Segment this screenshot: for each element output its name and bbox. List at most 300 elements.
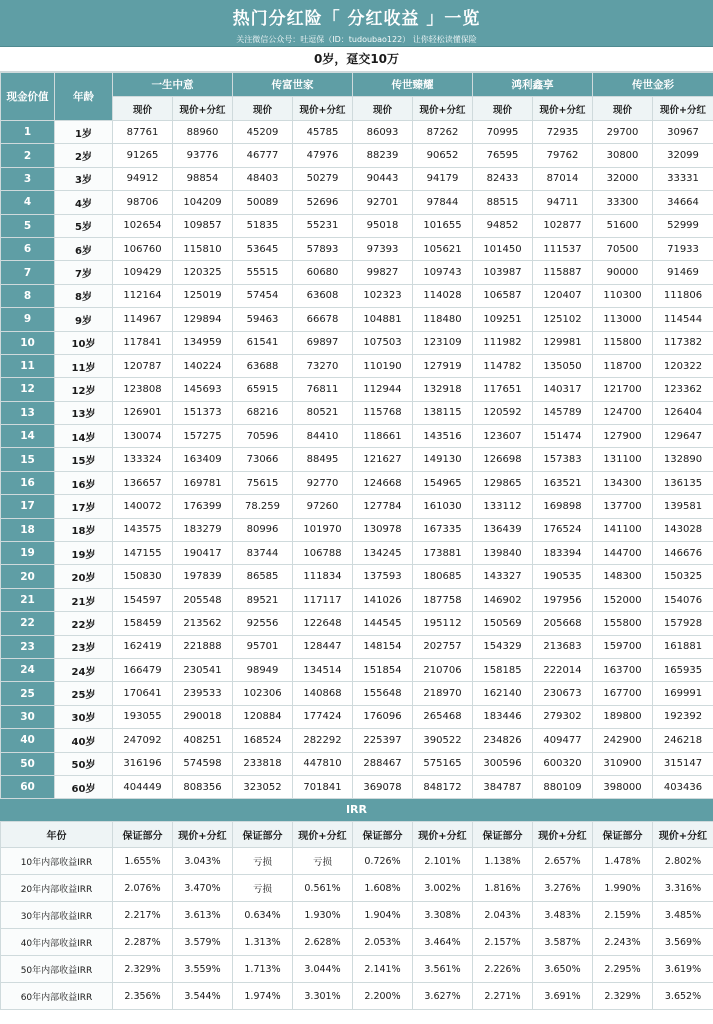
header-banner (0, 0, 713, 47)
value-cell: 574598 (173, 752, 233, 775)
value-cell: 29700 (593, 121, 653, 144)
value-cell: 88515 (473, 191, 533, 214)
age-cell: 30岁 (55, 705, 113, 728)
value-cell: 121700 (593, 378, 653, 401)
value-cell: 197839 (173, 565, 233, 588)
value-cell: 80996 (233, 518, 293, 541)
value-cell: 163521 (533, 471, 593, 494)
table-row (1, 401, 713, 424)
value-cell: 57454 (233, 284, 293, 307)
value-cell: 192392 (653, 705, 713, 728)
current-plus-dividend-header: 现价+分红 (413, 97, 473, 121)
irr-value-cell: 2.226% (473, 956, 533, 983)
value-cell: 123607 (473, 425, 533, 448)
current-plus-dividend-header: 现价+分红 (173, 822, 233, 848)
value-cell: 32099 (653, 144, 713, 167)
value-cell: 158459 (113, 612, 173, 635)
age-cell: 50岁 (55, 752, 113, 775)
value-cell: 92701 (353, 191, 413, 214)
value-cell: 115800 (593, 331, 653, 354)
age-cell: 3岁 (55, 167, 113, 190)
value-cell: 158185 (473, 658, 533, 681)
product-header: 传富世家 (233, 73, 353, 97)
irr-value-cell: 2.356% (113, 983, 173, 1010)
policy-year-cell: 12 (1, 378, 55, 401)
product-header: 传世金彩 (593, 73, 713, 97)
value-cell: 98854 (173, 167, 233, 190)
value-cell: 808356 (173, 775, 233, 798)
value-cell: 101655 (413, 214, 473, 237)
value-cell: 288467 (353, 752, 413, 775)
value-cell: 118700 (593, 354, 653, 377)
table-row (1, 518, 713, 541)
value-cell: 187758 (413, 588, 473, 611)
value-cell: 222014 (533, 658, 593, 681)
value-cell: 110190 (353, 354, 413, 377)
irr-value-cell: 1.138% (473, 848, 533, 875)
current-plus-dividend-header: 现价+分红 (533, 97, 593, 121)
irr-value-cell: 2.217% (113, 902, 173, 929)
value-cell: 112164 (113, 284, 173, 307)
irr-value-cell: 2.076% (113, 875, 173, 902)
irr-value-cell: 1.974% (233, 983, 293, 1010)
value-cell: 140317 (533, 378, 593, 401)
policy-year-cell: 7 (1, 261, 55, 284)
policy-year-cell: 16 (1, 471, 55, 494)
value-cell: 97260 (293, 495, 353, 518)
value-cell: 57893 (293, 237, 353, 260)
value-cell: 117651 (473, 378, 533, 401)
value-cell: 84410 (293, 425, 353, 448)
value-cell: 143575 (113, 518, 173, 541)
value-cell: 147155 (113, 542, 173, 565)
table-row (1, 308, 713, 331)
value-cell: 114028 (413, 284, 473, 307)
value-cell: 132918 (413, 378, 473, 401)
value-cell: 91469 (653, 261, 713, 284)
value-cell: 98949 (233, 658, 293, 681)
irr-period-label: 10年内部收益IRR (1, 848, 113, 875)
cash-value-header: 现金价值 (1, 73, 55, 121)
value-cell: 47976 (293, 144, 353, 167)
value-cell: 176096 (353, 705, 413, 728)
value-cell: 69897 (293, 331, 353, 354)
value-cell: 316196 (113, 752, 173, 775)
value-cell: 61541 (233, 331, 293, 354)
irr-section-title: IRR (0, 799, 713, 821)
value-cell: 97393 (353, 237, 413, 260)
value-cell: 121627 (353, 448, 413, 471)
value-cell: 120325 (173, 261, 233, 284)
value-cell: 106587 (473, 284, 533, 307)
irr-value-cell: 3.544% (173, 983, 233, 1010)
value-cell: 126901 (113, 401, 173, 424)
value-cell: 140072 (113, 495, 173, 518)
value-cell: 246218 (653, 729, 713, 752)
page-subtitle: 关注微信公众号：吐逗保（ID：tudoubao122） 让你轻松读懂保险 (236, 35, 477, 44)
irr-value-cell: 3.561% (413, 956, 473, 983)
irr-value-cell: 2.157% (473, 929, 533, 956)
value-cell: 118480 (413, 308, 473, 331)
age-cell: 17岁 (55, 495, 113, 518)
value-cell: 403436 (653, 775, 713, 798)
value-cell: 323052 (233, 775, 293, 798)
value-cell: 173881 (413, 542, 473, 565)
irr-value-cell: 2.628% (293, 929, 353, 956)
age-cell: 2岁 (55, 144, 113, 167)
irr-value-cell: 2.101% (413, 848, 473, 875)
value-cell: 127900 (593, 425, 653, 448)
current-value-header: 现价 (233, 97, 293, 121)
value-cell: 120787 (113, 354, 173, 377)
table-row (1, 261, 713, 284)
table-row (1, 214, 713, 237)
table-row (1, 775, 713, 798)
value-cell: 95701 (233, 635, 293, 658)
value-cell: 145693 (173, 378, 233, 401)
value-cell: 94912 (113, 167, 173, 190)
value-cell: 34664 (653, 191, 713, 214)
value-cell: 162140 (473, 682, 533, 705)
policy-year-cell: 24 (1, 658, 55, 681)
policy-year-cell: 2 (1, 144, 55, 167)
irr-value-cell: 3.619% (653, 956, 713, 983)
value-cell: 109857 (173, 214, 233, 237)
irr-value-cell: 亏损 (233, 848, 293, 875)
value-cell: 55515 (233, 261, 293, 284)
irr-value-cell: 3.043% (173, 848, 233, 875)
value-cell: 282292 (293, 729, 353, 752)
value-cell: 88495 (293, 448, 353, 471)
value-cell: 95018 (353, 214, 413, 237)
age-cell: 11岁 (55, 354, 113, 377)
value-cell: 51835 (233, 214, 293, 237)
value-cell: 94852 (473, 214, 533, 237)
value-cell: 398000 (593, 775, 653, 798)
policy-year-cell: 10 (1, 331, 55, 354)
current-plus-dividend-header: 现价+分红 (533, 822, 593, 848)
current-plus-dividend-header: 现价+分红 (173, 97, 233, 121)
irr-value-cell: 1.608% (353, 875, 413, 902)
value-cell: 65915 (233, 378, 293, 401)
value-cell: 139581 (653, 495, 713, 518)
value-cell: 880109 (533, 775, 593, 798)
value-cell: 230673 (533, 682, 593, 705)
value-cell: 169781 (173, 471, 233, 494)
value-cell: 120592 (473, 401, 533, 424)
value-cell: 144545 (353, 612, 413, 635)
age-cell: 6岁 (55, 237, 113, 260)
age-cell: 20岁 (55, 565, 113, 588)
value-cell: 150569 (473, 612, 533, 635)
value-cell: 87761 (113, 121, 173, 144)
value-cell: 125102 (533, 308, 593, 331)
irr-row (1, 902, 713, 929)
irr-value-cell: 亏损 (233, 875, 293, 902)
irr-value-cell: 1.930% (293, 902, 353, 929)
value-cell: 189800 (593, 705, 653, 728)
table-row (1, 588, 713, 611)
value-cell: 94179 (413, 167, 473, 190)
table-row (1, 682, 713, 705)
value-cell: 118661 (353, 425, 413, 448)
value-cell: 94711 (533, 191, 593, 214)
value-cell: 106760 (113, 237, 173, 260)
value-cell: 124668 (353, 471, 413, 494)
irr-value-cell: 1.713% (233, 956, 293, 983)
age-cell: 19岁 (55, 542, 113, 565)
value-cell: 98706 (113, 191, 173, 214)
value-cell: 218970 (413, 682, 473, 705)
irr-value-cell: 2.657% (533, 848, 593, 875)
value-cell: 125019 (173, 284, 233, 307)
policy-year-cell: 19 (1, 542, 55, 565)
value-cell: 129981 (533, 331, 593, 354)
value-cell: 315147 (653, 752, 713, 775)
value-cell: 111834 (293, 565, 353, 588)
value-cell: 409477 (533, 729, 593, 752)
irr-value-cell: 3.301% (293, 983, 353, 1010)
value-cell: 130074 (113, 425, 173, 448)
value-cell: 137700 (593, 495, 653, 518)
value-cell: 146902 (473, 588, 533, 611)
value-cell: 123109 (413, 331, 473, 354)
value-cell: 136439 (473, 518, 533, 541)
value-cell: 183394 (533, 542, 593, 565)
value-cell: 239533 (173, 682, 233, 705)
irr-row (1, 983, 713, 1010)
irr-period-label: 20年内部收益IRR (1, 875, 113, 902)
value-cell: 113000 (593, 308, 653, 331)
value-cell: 73066 (233, 448, 293, 471)
value-cell: 369078 (353, 775, 413, 798)
value-cell: 46777 (233, 144, 293, 167)
irr-value-cell: 1.313% (233, 929, 293, 956)
value-cell: 159700 (593, 635, 653, 658)
policy-year-cell: 3 (1, 167, 55, 190)
value-cell: 176399 (173, 495, 233, 518)
irr-value-cell: 1.478% (593, 848, 653, 875)
value-cell: 131100 (593, 448, 653, 471)
value-cell: 137593 (353, 565, 413, 588)
value-cell: 154076 (653, 588, 713, 611)
age-cell: 13岁 (55, 401, 113, 424)
value-cell: 168524 (233, 729, 293, 752)
value-cell: 136657 (113, 471, 173, 494)
value-cell: 52999 (653, 214, 713, 237)
value-cell: 109251 (473, 308, 533, 331)
table-row (1, 354, 713, 377)
policy-year-cell: 4 (1, 191, 55, 214)
value-cell: 134514 (293, 658, 353, 681)
irr-value-cell: 3.483% (533, 902, 593, 929)
irr-value-cell: 2.295% (593, 956, 653, 983)
irr-period-label: 50年内部收益IRR (1, 956, 113, 983)
value-cell: 290018 (173, 705, 233, 728)
value-cell: 105621 (413, 237, 473, 260)
current-value-header: 现价 (353, 97, 413, 121)
table-row (1, 565, 713, 588)
irr-value-cell: 0.726% (353, 848, 413, 875)
value-cell: 122648 (293, 612, 353, 635)
value-cell: 157275 (173, 425, 233, 448)
irr-value-cell: 1.990% (593, 875, 653, 902)
irr-value-cell: 2.287% (113, 929, 173, 956)
value-cell: 60680 (293, 261, 353, 284)
value-cell: 170641 (113, 682, 173, 705)
value-cell: 82433 (473, 167, 533, 190)
irr-value-cell: 3.002% (413, 875, 473, 902)
policy-year-cell: 40 (1, 729, 55, 752)
policy-year-cell: 6 (1, 237, 55, 260)
policy-year-cell: 17 (1, 495, 55, 518)
value-cell: 70500 (593, 237, 653, 260)
age-header: 年龄 (55, 73, 113, 121)
value-cell: 92556 (233, 612, 293, 635)
value-cell: 166479 (113, 658, 173, 681)
value-cell: 111537 (533, 237, 593, 260)
irr-value-cell: 亏损 (293, 848, 353, 875)
age-cell: 16岁 (55, 471, 113, 494)
value-cell: 45785 (293, 121, 353, 144)
value-cell: 101970 (293, 518, 353, 541)
current-plus-dividend-header: 现价+分红 (293, 97, 353, 121)
value-cell: 210706 (413, 658, 473, 681)
value-cell: 72935 (533, 121, 593, 144)
value-cell: 115768 (353, 401, 413, 424)
value-cell: 151373 (173, 401, 233, 424)
value-cell: 33331 (653, 167, 713, 190)
table-row (1, 495, 713, 518)
age-cell: 24岁 (55, 658, 113, 681)
value-cell: 117841 (113, 331, 173, 354)
value-cell: 134300 (593, 471, 653, 494)
irr-period-label: 60年内部收益IRR (1, 983, 113, 1010)
value-cell: 176524 (533, 518, 593, 541)
irr-table (0, 821, 713, 1010)
value-cell: 115810 (173, 237, 233, 260)
age-cell: 5岁 (55, 214, 113, 237)
policy-year-cell: 14 (1, 425, 55, 448)
irr-value-cell: 0.634% (233, 902, 293, 929)
value-cell: 148154 (353, 635, 413, 658)
irr-row (1, 875, 713, 902)
table-row (1, 378, 713, 401)
value-cell: 90652 (413, 144, 473, 167)
value-cell: 80521 (293, 401, 353, 424)
current-value-header: 现价 (593, 97, 653, 121)
value-cell: 234826 (473, 729, 533, 752)
irr-value-cell: 2.141% (353, 956, 413, 983)
value-cell: 66678 (293, 308, 353, 331)
value-cell: 127919 (413, 354, 473, 377)
value-cell: 233818 (233, 752, 293, 775)
value-cell: 111982 (473, 331, 533, 354)
value-cell: 129894 (173, 308, 233, 331)
table-row (1, 729, 713, 752)
policy-year-cell: 8 (1, 284, 55, 307)
irr-value-cell: 1.816% (473, 875, 533, 902)
value-cell: 177424 (293, 705, 353, 728)
value-cell: 300596 (473, 752, 533, 775)
age-cell: 9岁 (55, 308, 113, 331)
value-cell: 86093 (353, 121, 413, 144)
irr-value-cell: 3.464% (413, 929, 473, 956)
value-cell: 93776 (173, 144, 233, 167)
policy-year-cell: 60 (1, 775, 55, 798)
irr-value-cell: 3.627% (413, 983, 473, 1010)
guaranteed-header: 保证部分 (233, 822, 293, 848)
value-cell: 89521 (233, 588, 293, 611)
value-cell: 600320 (533, 752, 593, 775)
value-cell: 70596 (233, 425, 293, 448)
value-cell: 50279 (293, 167, 353, 190)
value-cell: 205548 (173, 588, 233, 611)
table-row (1, 635, 713, 658)
policy-year-cell: 25 (1, 682, 55, 705)
value-cell: 92770 (293, 471, 353, 494)
value-cell: 30967 (653, 121, 713, 144)
value-cell: 134959 (173, 331, 233, 354)
value-cell: 52696 (293, 191, 353, 214)
value-cell: 242900 (593, 729, 653, 752)
policy-year-cell: 18 (1, 518, 55, 541)
value-cell: 145789 (533, 401, 593, 424)
current-plus-dividend-header: 现价+分红 (653, 822, 713, 848)
value-cell: 117382 (653, 331, 713, 354)
cash-value-table (0, 72, 713, 799)
value-cell: 114544 (653, 308, 713, 331)
value-cell: 129865 (473, 471, 533, 494)
value-cell: 190535 (533, 565, 593, 588)
irr-value-cell: 3.650% (533, 956, 593, 983)
irr-value-cell: 3.044% (293, 956, 353, 983)
product-header: 一生中意 (113, 73, 233, 97)
value-cell: 136135 (653, 471, 713, 494)
policy-year-cell: 30 (1, 705, 55, 728)
table-row (1, 191, 713, 214)
value-cell: 161881 (653, 635, 713, 658)
irr-value-cell: 3.470% (173, 875, 233, 902)
irr-value-cell: 3.485% (653, 902, 713, 929)
value-cell: 103987 (473, 261, 533, 284)
value-cell: 225397 (353, 729, 413, 752)
value-cell: 104881 (353, 308, 413, 331)
age-cell: 25岁 (55, 682, 113, 705)
value-cell: 134245 (353, 542, 413, 565)
value-cell: 133324 (113, 448, 173, 471)
value-cell: 135050 (533, 354, 593, 377)
value-cell: 141100 (593, 518, 653, 541)
irr-value-cell: 3.316% (653, 875, 713, 902)
value-cell: 151474 (533, 425, 593, 448)
table-row (1, 705, 713, 728)
current-plus-dividend-header: 现价+分红 (293, 822, 353, 848)
value-cell: 162419 (113, 635, 173, 658)
value-cell: 102323 (353, 284, 413, 307)
irr-year-header: 年份 (1, 822, 113, 848)
value-cell: 70995 (473, 121, 533, 144)
value-cell: 109429 (113, 261, 173, 284)
current-value-header: 现价 (473, 97, 533, 121)
value-cell: 33300 (593, 191, 653, 214)
age-cell: 12岁 (55, 378, 113, 401)
policy-year-cell: 21 (1, 588, 55, 611)
value-cell: 163409 (173, 448, 233, 471)
irr-value-cell: 2.329% (593, 983, 653, 1010)
value-cell: 205668 (533, 612, 593, 635)
value-cell: 71933 (653, 237, 713, 260)
